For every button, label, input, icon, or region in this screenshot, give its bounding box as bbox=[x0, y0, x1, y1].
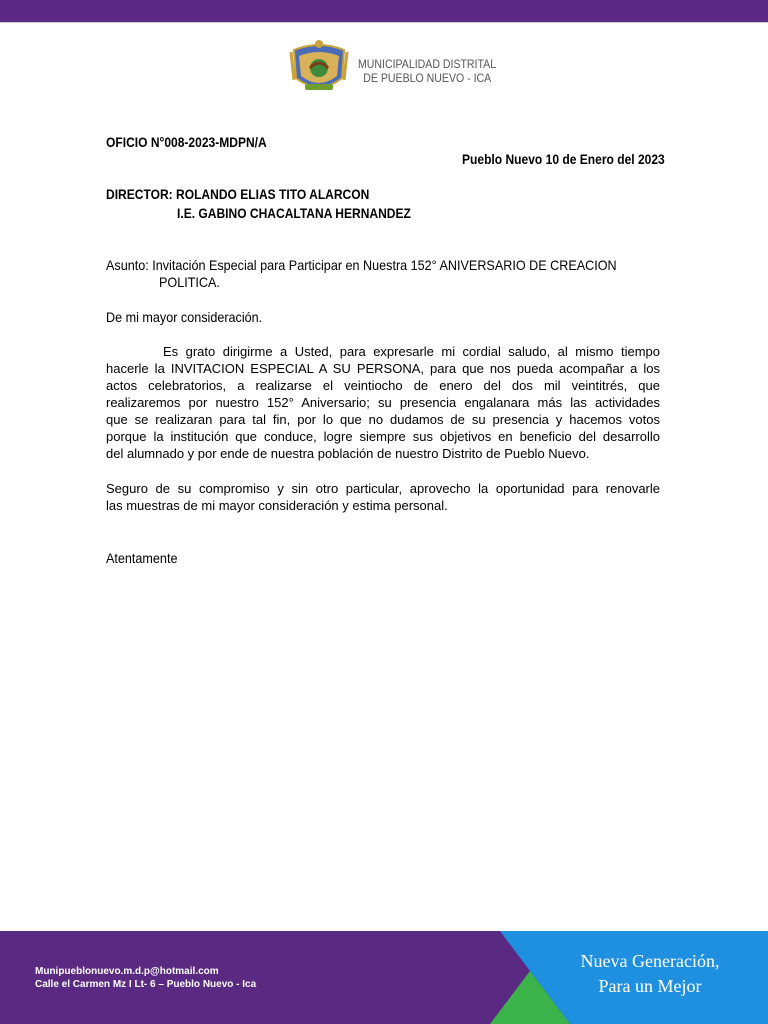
body-line: que se realizaran para tal fin, por lo que no dudamos de su presencia y hacemos votos bbox=[106, 412, 660, 427]
letter-date: Pueblo Nuevo 10 de Enero del 2023 bbox=[462, 151, 665, 167]
closing-paragraph bbox=[106, 480, 660, 514]
municipal-coat-of-arms-icon bbox=[288, 38, 350, 100]
body-line: hacerle la INVITACION ESPECIAL A SU PERSONA, para que nos pueda acompañar a los bbox=[106, 361, 660, 376]
subject-line-1: Asunto: Invitación Especial para Participar en Nuestra 152° ANIVERSARIO DE CREACION bbox=[106, 257, 617, 273]
footer-address: Calle el Carmen Mz I Lt- 6 – Pueblo Nuevo - Ica bbox=[35, 979, 257, 990]
recipient-institution: I.E. GABINO CHACALTANA HERNANDEZ bbox=[177, 205, 411, 221]
slogan-line-1: Nueva Generación, bbox=[580, 951, 720, 971]
footer-contact bbox=[35, 965, 256, 991]
municipality-name bbox=[358, 57, 496, 85]
municipality-name-line1: MUNICIPALIDAD DISTRITAL bbox=[358, 57, 497, 71]
footer-band bbox=[0, 931, 768, 1024]
footer-slogan bbox=[540, 949, 760, 999]
closing-line: Seguro de su compromiso y sin otro particular, aprovecho la oportunidad para renovarle bbox=[106, 481, 660, 496]
header-divider bbox=[0, 22, 768, 23]
header-color-bar bbox=[0, 0, 768, 22]
footer-email: Munipueblonuevo.m.d.p@hotmail.com bbox=[35, 966, 219, 977]
body-line: actos celebratorios, a realizarse el veintiocho de enero del dos mil veintitrés, que bbox=[106, 378, 660, 393]
body-line: del alumnado y por ende de nuestra población de nuestro Distrito de Pueblo Nuevo. bbox=[106, 446, 590, 461]
sign-off: Atentamente bbox=[106, 550, 178, 566]
municipality-name-line2: DE PUEBLO NUEVO - ICA bbox=[363, 71, 492, 85]
body-line: realizaremos por nuestro 152° Aniversario; su presencia engalanara más las actividades bbox=[106, 395, 660, 410]
body-line: porque la institución que conduce, logre siempre sus objetivos en beneficio del desarrollo bbox=[106, 429, 660, 444]
body-line: Es grato dirigirme a Usted, para expresarle mi cordial saludo, al mismo tiempo bbox=[163, 344, 660, 359]
closing-line: las muestras de mi mayor consideración y estima personal. bbox=[106, 498, 448, 513]
greeting: De mi mayor consideración. bbox=[106, 309, 263, 325]
recipient-director: DIRECTOR: ROLANDO ELIAS TITO ALARCON bbox=[106, 186, 370, 202]
oficio-number: OFICIO N°008-2023-MDPN/A bbox=[106, 134, 267, 150]
subject-line-2: POLITICA. bbox=[159, 274, 220, 290]
letter-body bbox=[106, 343, 660, 462]
slogan-line-2: Para un Mejor bbox=[598, 976, 702, 996]
